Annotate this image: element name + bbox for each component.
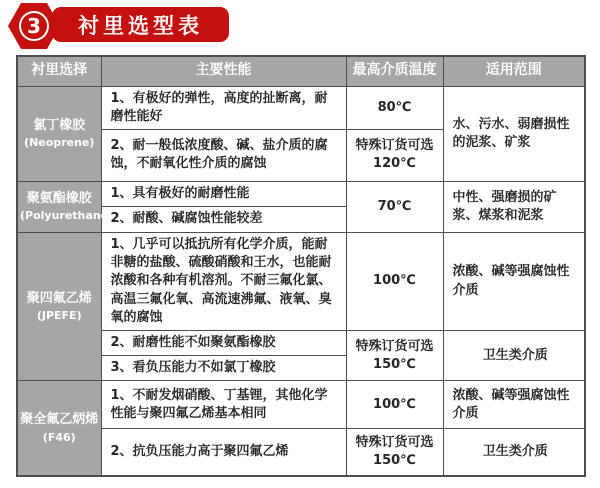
col-header-max-temp: 最高介质温度 (346, 56, 443, 86)
lining-name-en: (JPEFE) (36, 309, 82, 323)
temp-cell (346, 331, 443, 381)
temp-line: 特殊订货可选 (355, 434, 434, 450)
performance-cell: 2、耐磨性能不如聚氨酯橡胶 (101, 331, 346, 356)
col-header-performance: 主要性能 (101, 56, 346, 86)
range-cell: 浓酸、碱等强腐蚀性介质 (443, 233, 585, 331)
page-title: 衬里选型表 (78, 13, 203, 38)
performance-cell: 3、看负压能力不如氯丁橡胶 (101, 356, 346, 381)
lining-name-en: (F46) (42, 430, 76, 444)
lining-name: 聚全氟乙炳烯 (20, 412, 99, 428)
table-row (17, 381, 585, 429)
performance-cell: 1、具有极好的耐磨性能 (101, 181, 346, 206)
lining-name: 氯丁橡胶 (33, 117, 86, 133)
range-cell: 浓酸、碱等强腐蚀性介质 (443, 381, 585, 429)
section-title-banner (52, 7, 229, 42)
table-header-row (17, 56, 585, 86)
lining-name-cell (17, 381, 101, 476)
lining-name-en: (Neoprene) (24, 136, 95, 150)
table-row (17, 86, 585, 129)
col-header-range: 适用范围 (443, 56, 585, 86)
temp-cell (346, 181, 443, 232)
lining-name-cell (17, 86, 101, 181)
temp-cell (346, 381, 443, 429)
range-cell: 卫生类介质 (443, 429, 585, 476)
lining-name: 聚氨酯橡胶 (26, 191, 92, 207)
range-cell: 中性、强磨损的矿浆、煤浆和泥浆 (443, 181, 585, 232)
lining-name-en: (Polyurethane) (20, 209, 114, 223)
temp-line: 80℃ (377, 99, 412, 115)
table-row (17, 181, 585, 206)
col-header-lining: 衬里选择 (17, 56, 101, 86)
performance-cell: 1、有极好的弹性，高度的扯断离，耐磨性能好 (101, 86, 346, 129)
badge-circle (19, 11, 49, 41)
temp-cell (346, 86, 443, 129)
table-row (17, 331, 585, 356)
temp-line: 150℃ (373, 356, 416, 372)
temp-line: 150℃ (373, 453, 416, 469)
temp-line: 特殊订货可选 (355, 138, 434, 154)
performance-cell: 2、耐一般低浓度酸、碱、盐介质的腐蚀，不耐氧化性介质的腐蚀 (101, 129, 346, 181)
step-number-badge (8, 3, 60, 49)
temp-line: 70℃ (377, 198, 412, 214)
badge-number: 3 (27, 14, 41, 38)
temp-line: 100℃ (373, 396, 416, 412)
lining-name-cell (17, 181, 114, 232)
performance-cell: 1、不耐发烟硝酸、丁基锂，其他化学性能与聚四氟乙烯基本相同 (101, 381, 346, 429)
performance-cell: 2、耐酸、碱腐蚀性能较差 (101, 207, 346, 233)
performance-cell: 2、抗负压能力高于聚四氟乙烯 (101, 429, 346, 476)
range-cell: 卫生类介质 (443, 331, 585, 381)
lining-selection-table (16, 55, 586, 477)
temp-line: 120℃ (373, 156, 416, 172)
temp-cell (346, 129, 443, 181)
temp-line: 特殊订货可选 (355, 338, 434, 354)
temp-cell (346, 233, 443, 331)
lining-name: 聚四氟乙烯 (26, 290, 92, 306)
table-row (17, 429, 585, 476)
temp-line: 100℃ (373, 273, 416, 289)
table-row (17, 233, 585, 331)
range-cell: 水、污水、弱磨损性的泥浆、矿浆 (443, 86, 585, 181)
temp-cell (346, 429, 443, 476)
lining-name-cell (17, 233, 101, 381)
performance-cell: 1、几乎可以抵抗所有化学介质，能耐非糖的盐酸、硫酸硝酸和王水，也能耐浓酸和各种有机溶剂。不耐三氟化氯、高温三氟化氧、高流速沸氟、液氧、臭氧的腐蚀 (101, 233, 346, 331)
